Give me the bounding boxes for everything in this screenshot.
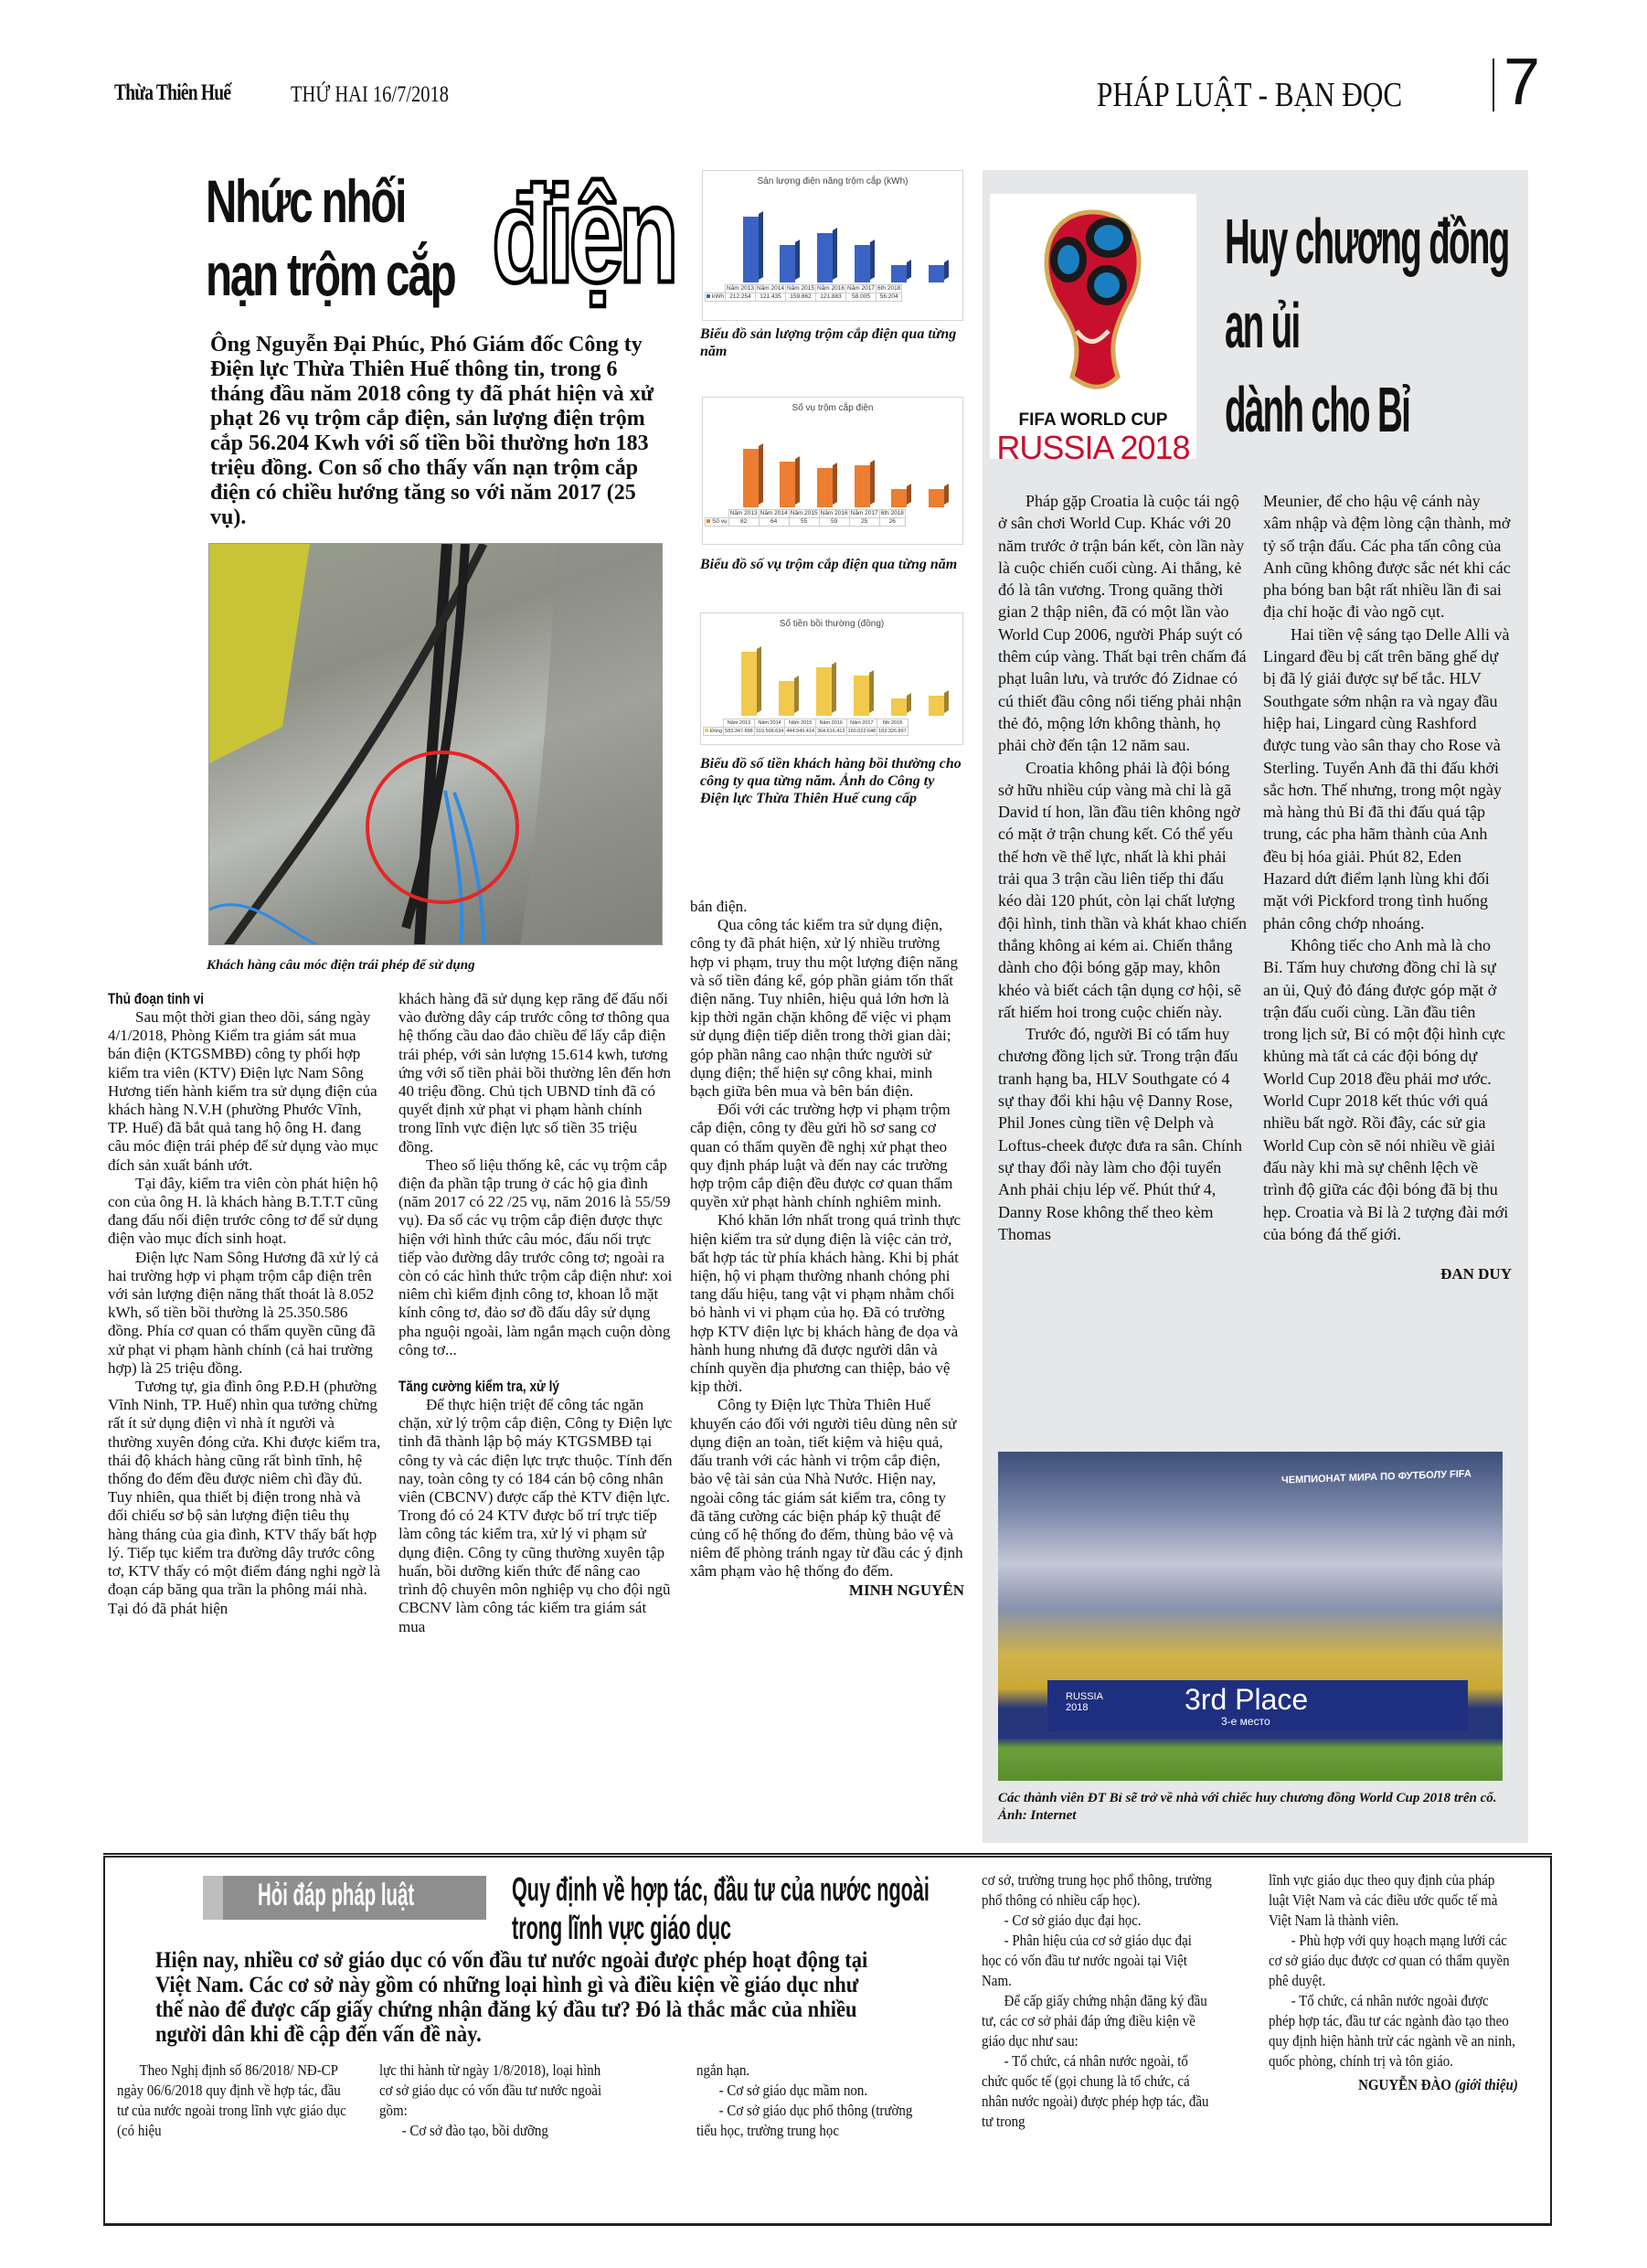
value-label: 56.204 bbox=[877, 293, 902, 302]
article-column-2 bbox=[398, 990, 673, 1636]
paragraph: - Tổ chức, cá nhân nước ngoài được phép hợp tác, đầu tư các ngành đào tạo theo quy định hiện hành trừ các ngành về an ninh, quốc phòng, chính trị và tôn giáo. bbox=[1269, 1992, 1515, 2070]
qa-column-2 bbox=[379, 2060, 612, 2141]
chart-bars bbox=[730, 643, 955, 716]
paragraph: Qua công tác kiểm tra sử dụng điện, công ty đã phát hiện, xử lý nhiều trường hợp vi phạm, truy thu một lượng điện năng và số tiền đáng kể, góp phần giảm tổn thất điện năng. Tuy nhiên, hiệu quả lớn hơn là kịp thời ngăn chặn không để việc vi phạm sử dụng điện tiếp diễn trong thời gian dài; góp phần nâng cao nhận thức người sử dụng điện; thể hiện sự công khai, minh bạch giữa bên mua và bên bán điện. bbox=[690, 916, 959, 1101]
qa-tag-label: Hỏi đáp pháp luật bbox=[258, 1878, 415, 1912]
category-label: Năm 2017 bbox=[850, 510, 878, 516]
headline-outline-word: điện bbox=[492, 157, 674, 311]
chart-title: Số tiền bồi thường (đồng) bbox=[779, 619, 885, 629]
qa-column-3 bbox=[696, 2060, 930, 2141]
paragraph: ngắn hạn. bbox=[696, 2061, 750, 2079]
category-label: Năm 2013 bbox=[724, 719, 755, 728]
value-label: 159.862 bbox=[786, 293, 816, 302]
category-label: Năm 2016 bbox=[820, 510, 848, 516]
legend-swatch bbox=[707, 294, 710, 298]
qa-title-line: Quy định về hợp tác, đầu tư của nước ngoài bbox=[512, 1870, 930, 1908]
value-label: 444.949.414 bbox=[786, 729, 814, 734]
bar bbox=[780, 462, 795, 507]
banner-main-text: 3rd Place bbox=[1185, 1683, 1309, 1716]
paragraph: - Tổ chức, cá nhân nước ngoài, tổ chức quốc tế (gọi chung là tổ chức, cá nhân nước ngoài) được phép hợp tác, đầu tư trong bbox=[982, 2052, 1209, 2130]
bar bbox=[891, 489, 907, 507]
bar bbox=[817, 233, 833, 282]
sports-column-1 bbox=[998, 490, 1247, 1245]
category-label: Năm 2016 bbox=[815, 719, 846, 728]
photo-belgium-team bbox=[998, 1452, 1503, 1781]
value-label: 364.616.413 bbox=[816, 729, 845, 734]
value-label: 121.883 bbox=[816, 293, 846, 302]
legend-swatch bbox=[707, 519, 710, 523]
category-label: Năm 2013 bbox=[727, 285, 754, 292]
bar bbox=[854, 676, 869, 716]
value-label: 212.254 bbox=[726, 293, 756, 302]
newspaper-name: Thừa Thiên Huế bbox=[114, 80, 231, 105]
chart-bars bbox=[732, 432, 955, 507]
category-label: Năm 2015 bbox=[785, 719, 816, 728]
category-label: 6th 2018 bbox=[880, 510, 904, 516]
category-label: Năm 2017 bbox=[846, 719, 877, 728]
value-label: 59 bbox=[819, 518, 849, 527]
category-label: Năm 2014 bbox=[754, 719, 785, 728]
paragraph: Meunier, để cho hậu vệ cánh này xâm nhập và đệm lòng cận thành, mở tỷ số trận đấu. Các pha tấn công của Anh cũng không được sắc nét khi các pha bóng ban bật rất nhiều lần đi sai địa chỉ hoặc đi vào ngõ cụt. bbox=[1263, 492, 1511, 622]
category-label: Năm 2015 bbox=[787, 285, 814, 292]
paragraph: Theo Nghị định số 86/2018/ NĐ-CP ngày 06/6/2018 quy định về hợp tác, đầu tư của nước ngoài trong lĩnh vực giáo dục (có hiệu bbox=[117, 2061, 346, 2139]
section-divider bbox=[103, 1853, 1552, 1855]
value-label: 25 bbox=[849, 518, 879, 527]
paragraph: Sau một thời gian theo dõi, sáng ngày 4/1/2018, Phòng Kiểm tra giám sát mua bán điện (KTGSMBĐ) công ty phối hợp kiểm tra viên (KTV) Điện lực Nam Sông Hương tiến hành kiểm tra sử dụng điện của khách hàng N.V.H (phường Phước Vĩnh, TP. Huế) đã bắt quả tang hộ ông H. đang câu móc điện trái phép để sử dụng vào mục đích sản xuất bánh ướt. bbox=[108, 1008, 378, 1174]
paragraph: Croatia không phải là đội bóng sở hữu nhiều cúp vàng mà chỉ là gã David tí hon, lần đầu tiên không ngờ có mặt ở trận chung kết. Có thể yếu thế hơn về thể lực, nhất là khi phải trải qua 3 trận cầu liên tiếp thi đấu kéo dài 120 phút, còn lại chất lượng đội hình, tinh thần và khát khao chiến thắng không ai kém ai. Chiến thắng dành cho đội bóng gặp may, khôn khéo và biết cách tận dụng cơ hội, sẽ rất hiếm hoi trong cuộc chiến này. bbox=[998, 758, 1247, 1021]
legend-entry bbox=[706, 518, 729, 527]
header-divider bbox=[1493, 59, 1494, 112]
value-label: 183.326.897 bbox=[878, 729, 907, 734]
paragraph: Khó khăn lớn nhất trong quá trình thực hiện kiểm tra sử dụng điện là việc cản trở, bất hợp tác từ phía khách hàng. Khi bị phát hiện, hộ vi phạm thường nhanh chóng phi tang dấu hiệu, tang vật vi phạm nhằm chối bỏ hành vi vi phạm của họ. Đã có trường hợp KTV điện lực bị khách hàng đe dọa và hành hung nhưng đã được người dân và chính quyền địa phương can thiệp, bảo vệ kịp thời. bbox=[690, 1211, 962, 1396]
logo-text-russia: RUSSIA 2018 bbox=[996, 429, 1190, 466]
paragraph: Trước đó, người Bỉ có tấm huy chương đồng lịch sử. Trong trận đấu tranh hạng ba, HLV Southgate có 4 sự thay đổi khi hậu vệ Danny Rose, Phil Jones cùng tiền vệ Delph và Loftus-cheek được đưa ra sân. Chính sự thay đổi này làm cho đội tuyển Anh phải chịu lép vế. Phút thứ 4, Danny Rose không thể theo kèm Thomas bbox=[998, 1025, 1242, 1243]
category-label: Năm 2014 bbox=[760, 510, 788, 516]
paragraph: - Cơ sở đào tạo, bồi dưỡng bbox=[401, 2122, 548, 2139]
author-byline: MINH NGUYÊN bbox=[848, 1581, 964, 1599]
legend-entry bbox=[706, 293, 726, 302]
qa-column-4 bbox=[982, 1870, 1215, 2132]
bar bbox=[855, 465, 870, 507]
bar bbox=[743, 449, 759, 507]
chart-compensation bbox=[700, 612, 963, 745]
paragraph: khách hàng đã sử dụng kẹp răng để đấu nối vào đường dây cáp trước công tơ thông qua hệ thống cầu dao đảo chiều để lấy cắp điện trái phép, với sản lượng 15.614 kwh, tương ứng với số tiền phải bồi thường lên đến hơn 40 triệu đồng. Chủ tịch UBND tỉnh đã có quyết định xử phạt vi phạm hành chính trong lĩnh vực điện lực số tiền 35 triệu đồng. bbox=[398, 990, 672, 1155]
chart-caption: Biểu đồ số vụ trộm cắp điện qua từng năm bbox=[700, 557, 958, 572]
paragraph: Công ty Điện lực Thừa Thiên Huế khuyến cáo đối với người tiêu dùng nên sử dụng điện an toàn, tiết kiệm và hiệu quả, đấu tranh với các hành vi trộm cắp điện, bảo vệ tài sản của Nhà Nước. Hiện nay, ngoài công tác giám sát kiểm tra, công ty đã tăng cường các biện pháp kỹ thuật để củng cố hệ thống đo đếm, thùng bảo vệ và niêm để phòng tránh ngay từ đầu các ý định xâm phạm vào hệ thống đo đếm. bbox=[690, 1396, 963, 1581]
paragraph: Để thực hiện triệt để công tác ngăn chặn, xử lý trộm cắp điện, Công ty Điện lực tỉnh đã thành lập bộ máy KTGSMBĐ tại công ty và các điện lực trực thuộc. Tính đến nay, toàn công ty có 184 cán bộ công nhân viên (CBCNV) được cấp thẻ KTV điện lực. Trong đó có 24 KTV được bố trí trực tiếp làm công tác kiểm tra, xử lý vi phạm sử dụng điện. Công ty cũng thường xuyên tập huấn, bồi dưỡng kiến thức để nâng cao trình độ chuyên môn nghiệp vụ cho đội ngũ CBCNV làm công tác kiểm tra giám sát mua bbox=[398, 1396, 673, 1635]
chart-bars bbox=[732, 208, 955, 282]
chart-caption: Biểu đồ sản lượng trộm cắp điện qua từng năm bbox=[700, 326, 957, 359]
third-place-banner bbox=[1047, 1680, 1468, 1731]
world-cup-logo bbox=[990, 194, 1196, 466]
paragraph: - Phù hợp với quy hoạch mạng lưới các cơ sở giáo dục được cơ quan có thẩm quyền phê duyệt. bbox=[1269, 1932, 1510, 1989]
paragraph: lĩnh vực giáo dục theo quy định của pháp luật Việt Nam và các điều ước quốc tế mà Việt Nam là thành viên. bbox=[1269, 1871, 1498, 1929]
subheading: Tăng cường kiểm tra, xử lý bbox=[398, 1378, 559, 1396]
legend-label: Đồng bbox=[710, 729, 723, 734]
value-label: 58.005 bbox=[846, 293, 877, 302]
article-column-1 bbox=[108, 990, 382, 1618]
chart-kwh bbox=[702, 170, 963, 321]
issue-date: THỨ HAI 16/7/2018 bbox=[291, 82, 450, 107]
paragraph: - Phân hiệu của cơ sở giáo dục đại học có vốn đầu tư nước ngoài tại Việt Nam. bbox=[982, 1932, 1192, 1989]
qa-column-5 bbox=[1269, 1870, 1518, 2095]
photo-illegal-wiring bbox=[208, 543, 663, 945]
paragraph: Hai tiền vệ sáng tạo Delle Alli và Lingard đều bị cất trên băng ghế dự bị đã lý giải được sự bế tắc. HLV Southgate sớm nhận ra và ngay đầu hiệp hai, Lingard cùng Rashford được tung vào sân thay cho Rose và Sterling. Tuyển Anh đã thi đấu khởi sắc hơn. Thế nhưng, trong một ngày mà hàng thủ Bỉ đã thi đấu quá tập trung, các pha hãm thành của Anh đều bị hóa giải. Phút 82, Eden Hazard dứt điểm lạnh lùng khi đối mặt với Pickford trong tình huống phản công chớp nhoáng. bbox=[1263, 624, 1510, 932]
paragraph: Tương tự, gia đình ông P.Đ.H (phường Vĩnh Ninh, TP. Huế) nhìn qua tưởng chừng rất ít sử dụng điện vì nhà ít người và thường xuyên đóng cửa. Khi được kiểm tra, thái độ khách hàng cũng rất bình tĩnh, hệ thống đo đếm đều được niêm chì đầy đủ. Tuy nhiên, qua thiết bị điện trong nhà và đối chiếu sơ bộ sản lượng điện tiêu thụ hàng tháng của gia đình, KTV thấy bất hợp lý. Tiếp tục kiểm tra đường dây trước công tơ, KTV thấy có một điểm đáng nghi ngờ là đoạn cáp băng qua trần la phông mái nhà. Tại đó đã phát hiện bbox=[108, 1378, 381, 1617]
chart-title: Số vụ trộm cắp điện bbox=[792, 403, 874, 413]
page-number: 7 bbox=[1504, 46, 1541, 119]
paragraph: - Cơ sở giáo dục đại học. bbox=[1004, 1911, 1142, 1929]
value-label: 26 bbox=[879, 518, 905, 527]
qa-title bbox=[512, 1870, 930, 1947]
bar bbox=[929, 489, 944, 507]
value-label: 160.022.648 bbox=[847, 729, 877, 734]
bar bbox=[891, 265, 907, 282]
headline-line: Huy chương đồng bbox=[1225, 206, 1509, 277]
category-label: 6th 2018 bbox=[877, 719, 909, 728]
bar bbox=[855, 245, 870, 282]
section-title: PHÁP LUẬT - BẠN ĐỌC bbox=[1097, 76, 1403, 114]
paragraph: Tại đây, kiểm tra viên còn phát hiện hộ con của ông H. là khách hàng B.T.T.T cũng đang đấu nối điện trước công tơ để sử dụng điện vào mục đích sinh hoạt. bbox=[108, 1174, 378, 1248]
trophy-logo-icon bbox=[990, 194, 1196, 404]
qa-byline bbox=[1269, 2075, 1518, 2095]
photo-caption: Các thành viên ĐT Bỉ sẽ trở về nhà với chiếc huy chương đồng World Cup 2018 trên cổ. Ảnh: Internet bbox=[998, 1791, 1497, 1823]
category-label: 6th 2018 bbox=[877, 285, 901, 292]
legend-label: kWh bbox=[712, 293, 724, 300]
legend-label: Số vụ bbox=[712, 518, 728, 525]
paragraph: cơ sở, trường trung học phổ thông, trường phổ thông có nhiều cấp học). bbox=[982, 1871, 1212, 1909]
bar bbox=[779, 681, 794, 716]
bar bbox=[929, 265, 944, 282]
bar bbox=[929, 696, 944, 716]
bar bbox=[741, 652, 757, 716]
chart-data-table bbox=[703, 719, 909, 736]
chart-title: Sản lượng điện năng trộm cắp (kWh) bbox=[757, 176, 909, 186]
bar bbox=[891, 698, 907, 716]
paragraph: - Cơ sở giáo dục mầm non. bbox=[718, 2082, 868, 2099]
chart-caption: Biểu đồ số tiền khách hàng bồi thường cho công ty qua từng năm. Ảnh do Công ty Điện lực Thừa Thiên Huế cung cấp bbox=[700, 756, 962, 806]
value-label: 319.598.634 bbox=[755, 729, 784, 734]
legend-swatch bbox=[705, 729, 708, 732]
category-label: Năm 2013 bbox=[729, 510, 758, 516]
headline-line: an ủi bbox=[1225, 290, 1300, 361]
qa-lead: Hiện nay, nhiều cơ sở giáo dục có vốn đầu tư nước ngoài được phép hoạt động tại Việt Nam. Các cơ sở này gồm có những loại hình gì và điều kiện về giáo dục như thế nào để được cấp giấy chứng nhận đăng ký đầu tư? Đó là thắc mắc của nhiều người dân khi đề cập đến vấn đề này. bbox=[155, 1948, 868, 2047]
author-byline: ĐAN DUY bbox=[1440, 1265, 1512, 1283]
photo-caption: Khách hàng câu móc điện trái phép để sử dụng bbox=[207, 958, 475, 973]
paragraph: Không tiếc cho Anh mà là cho Bỉ. Tấm huy chương đồng chỉ là sự an ủi, Quỷ đỏ đáng được góp mặt ở trận đấu cuối cùng. Lần đầu tiên trong lịch sử, Bỉ có một đội hình cực khủng mà tất cả các đội bóng dự World Cup 2018 đều phải mơ ước. World Cupr 2018 kết thúc với quá nhiều bất ngờ. Rồi đây, các sử gia World Cup còn sẽ nói nhiều về giải đấu này khi mà sự chênh lệch về trình độ giữa các đội bóng đã bị thu hẹp. Croatia và Bỉ là 2 tượng đài mới của bóng đá thế giới. bbox=[1263, 935, 1509, 1243]
paragraph: Để cấp giấy chứng nhận đăng ký đầu tư, các cơ sở phải đáp ứng điều kiện về giáo dục như sau: bbox=[982, 1992, 1207, 2050]
bar bbox=[817, 468, 833, 507]
banner-sub-text: 3-е место bbox=[1221, 1715, 1270, 1728]
paragraph: bán điện. bbox=[690, 898, 748, 915]
category-label: Năm 2015 bbox=[790, 510, 818, 516]
chart-data-table bbox=[705, 284, 902, 302]
value-label: 82 bbox=[728, 518, 759, 527]
chart-data-table bbox=[705, 509, 906, 527]
byline-name: NGUYỄN ĐÀO bbox=[1358, 2076, 1451, 2093]
bar bbox=[743, 217, 759, 282]
bar bbox=[780, 245, 795, 282]
headline-line1: Nhức nhối bbox=[206, 167, 406, 235]
bar bbox=[816, 667, 832, 716]
sports-column-2 bbox=[1263, 490, 1512, 1285]
paragraph: - Cơ sở giáo dục phổ thông (trường tiểu học, trường trung học bbox=[696, 2102, 913, 2139]
qa-tag-accent bbox=[203, 1876, 223, 1920]
qa-title-line: trong lĩnh vực giáo dục bbox=[512, 1909, 732, 1946]
paragraph: lực thi hành từ ngày 1/8/2018), loại hình cơ sở giáo dục có vốn đầu tư nước ngoài gồm: bbox=[379, 2061, 602, 2119]
wiring-photo-illustration bbox=[209, 544, 663, 945]
article-lead: Ông Nguyễn Đại Phúc, Phó Giám đốc Công ty Điện lực Thừa Thiên Huế thông tin, trong 6 tháng đầu năm 2018 công ty đã phát hiện và xử phạt 26 vụ trộm cắp điện, sản lượng điện trộm cắp 56.204 Kwh với số tiền bồi thường hơn 183 triệu đồng. Con số cho thấy vấn nạn trộm cắp điện có chiều hướng tăng so với năm 2017 (25 vụ). bbox=[210, 333, 654, 529]
headline bbox=[206, 165, 454, 311]
article-column-3 bbox=[690, 898, 964, 1600]
category-label: Năm 2017 bbox=[847, 285, 875, 292]
paragraph: Điện lực Nam Sông Hương đã xử lý cả hai trường hợp vi phạm trộm cắp điện trên với sản lượng điện năng thất thoát là 8.052 kWh, số tiền bồi thường là 25.350.586 đồng. Phía cơ quan có thẩm quyền cũng đã xử phạt vi phạm hành chính (cả hai trường hợp) là 25 triệu đồng. bbox=[108, 1248, 379, 1377]
paragraph: Theo số liệu thống kê, các vụ trộm cắp điện đa phần tập trung ở các hộ gia đình (năm 2017 có 22 /25 vụ, năm 2016 là 55/59 vụ). Đa số các vụ trộm cắp điện được thực hiện với hình thức câu móc, đấu nối trực tiếp vào đường dây trước công tơ; ngoài ra còn có các hình thức trộm cắp điện như: xoi niêm chì kiểm định công tơ, khoan lỗ mặt kính công tơ, đảo sơ đồ đấu dây sử dụng pha nguội ngoài, làm ngắn mạch cuộn dòng công tơ... bbox=[398, 1155, 673, 1358]
value-label: 121.435 bbox=[756, 293, 786, 302]
paragraph: Đối với các trường hợp vi phạm trộm cắp điện, công ty đều gửi hồ sơ sang cơ quan có thẩm quyền đề nghị xử phạt theo quy định pháp luật và đến nay các trường hợp trộm cắp điện đều được cơ quan thẩm quyền xử phạt hành chính nghiêm minh. bbox=[690, 1101, 953, 1211]
logo-text-fifa: FIFA WORLD CUP bbox=[1018, 410, 1168, 430]
category-label: Năm 2016 bbox=[817, 285, 845, 292]
value-label: 583.347.898 bbox=[725, 729, 753, 734]
banner-logo-text: RUSSIA 2018 bbox=[1066, 1691, 1103, 1713]
value-label: 55 bbox=[789, 518, 819, 527]
subheading: Thủ đoạn tinh vi bbox=[108, 990, 205, 1007]
stadium-banner-text: ЧЕМПИОНАТ МИРА ПО ФУТБОЛУ FIFA bbox=[1281, 1468, 1472, 1486]
headline-line2: nạn trộm cắp bbox=[206, 240, 455, 308]
sports-headline bbox=[1225, 199, 1509, 452]
paragraph: Pháp gặp Croatia là cuộc tái ngộ ở sân chơi World Cup. Khác với 20 năm trước ở trận bán kết, còn lần này là cuộc chiến cuối cùng. Ai thắng, kẻ đó là tân vương. Trong quãng thời gian 2 thập niên, đã có một lần vào World Cup 2006, người Pháp suýt có thêm cúp vàng. Thất bại trên chấm đá phạt luân lưu, và trước đó Zidnae có cú thiết đầu công nổi tiếng phải nhận thẻ đỏ, mộng lớn không thành, họ phải chờ đến tận 12 năm sau. bbox=[998, 492, 1247, 755]
qa-column-1 bbox=[117, 2060, 350, 2141]
headline-line: dành cho Bỉ bbox=[1225, 374, 1410, 445]
category-label: Năm 2014 bbox=[757, 285, 784, 292]
byline-note: (giới thiệu) bbox=[1454, 2076, 1518, 2093]
legend-entry bbox=[704, 728, 724, 736]
chart-cases bbox=[702, 397, 963, 545]
value-label: 64 bbox=[759, 518, 789, 527]
